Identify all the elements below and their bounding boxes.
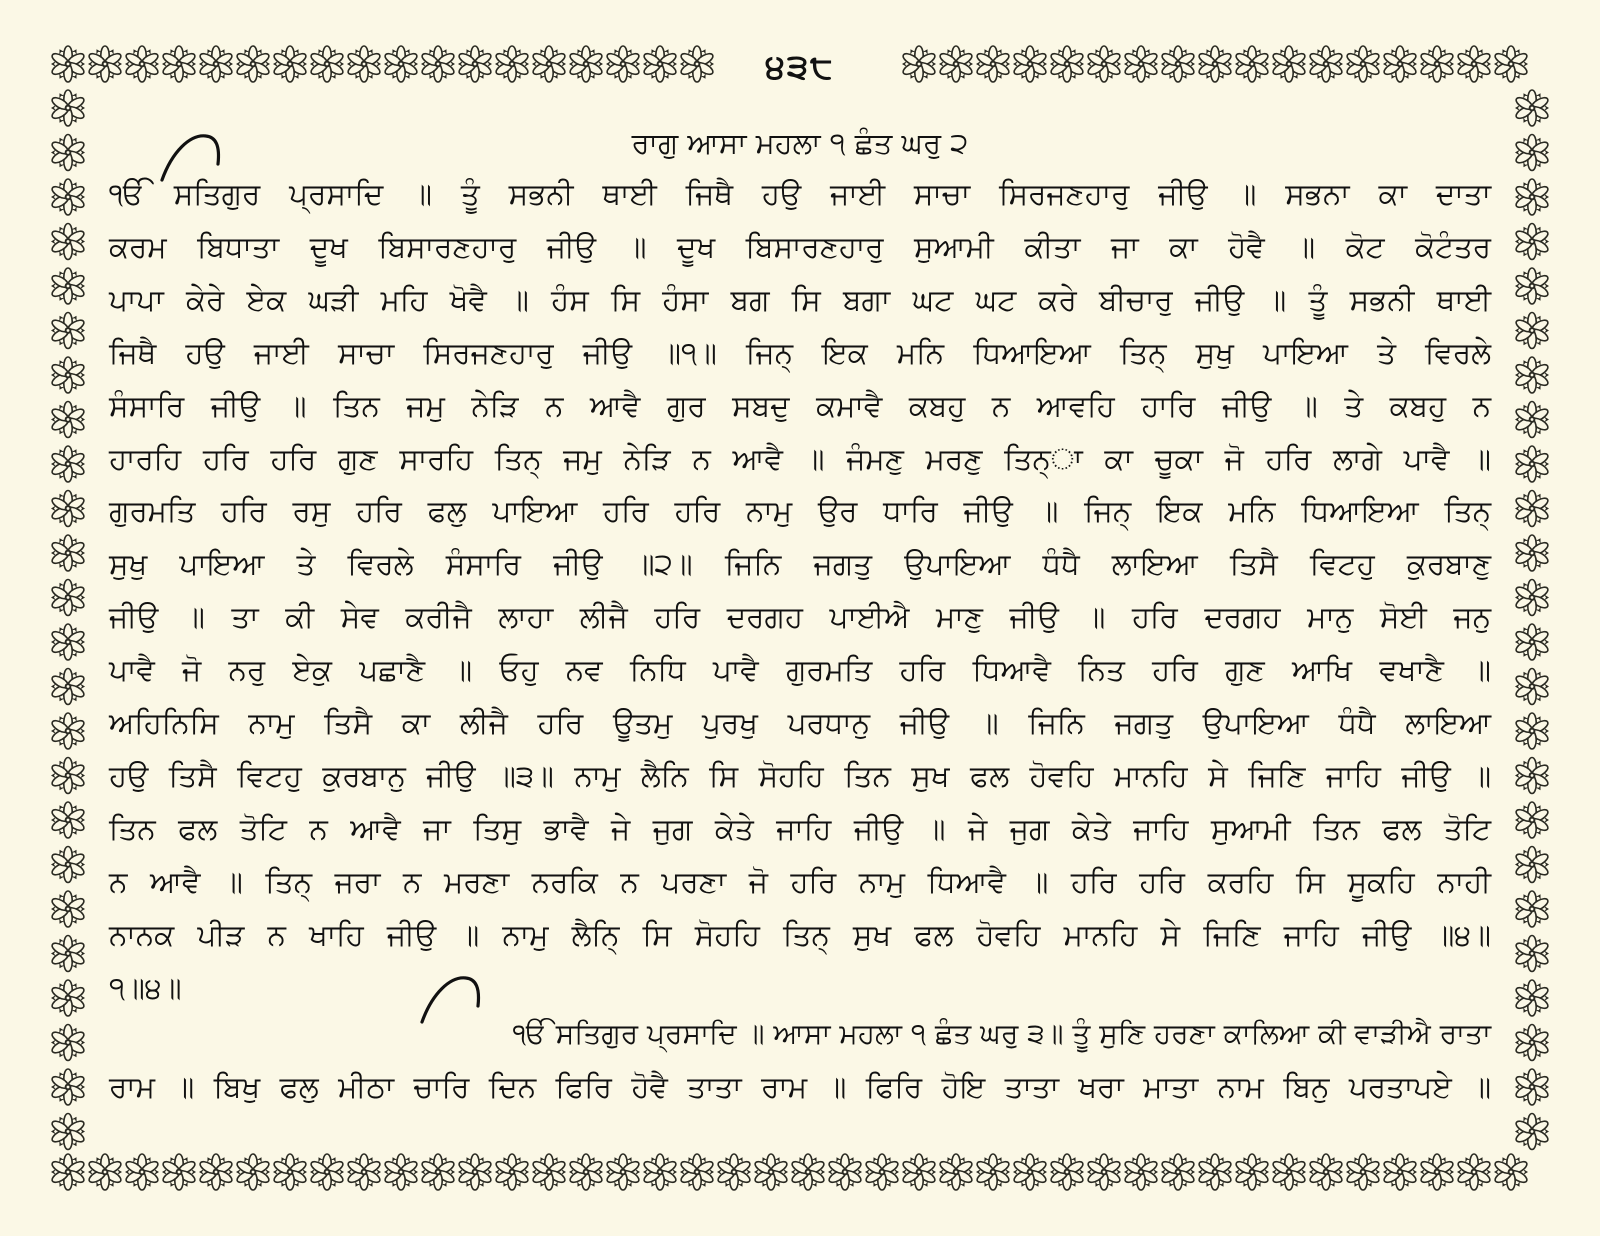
flower-ornament (568, 1154, 603, 1190)
flower-ornament (1514, 669, 1549, 705)
flower-ornament (1514, 535, 1549, 571)
flower-ornament (1419, 1154, 1454, 1190)
flower-ornament (1514, 491, 1549, 527)
flower-ornament (50, 624, 85, 660)
verse-line: ਪਾਵੈ ਜੋ ਨਰੁ ਏਕੁ ਪਛਾਣੈ ॥ ਓਹੁ ਨਵ ਨਿਧਿ ਪਾਵੈ ਗੁਰਮਤਿ ਹਰਿ ਧਿਆਵੈ ਨਿਤ ਹਰਿ ਗੁਣ ਆਖਿ ਵਖਾਣੈ ॥ (109, 653, 1491, 688)
flower-ornament (1514, 1114, 1549, 1150)
flower-ornament (1234, 1154, 1269, 1190)
verse-line: ਤਿਨ ਫਲ ਤੋਟਿ ਨ ਆਵੈ ਜਾ ਤਿਸੁ ਭਾਵੈ ਜੇ ਜੁਗ ਕੇਤੇ ਜਾਹਿ ਜੀਉ ॥ ਜੇ ਜੁਗ ਕੇਤੇ ਜਾਹਿ ਸੁਆਮੀ ਤਿਨ ਫਲ ਤੋਟਿ (109, 811, 1491, 846)
verse-line: ੧॥੪॥ (109, 970, 182, 1005)
flower-ornament (161, 1154, 196, 1190)
flower-ornament (1514, 446, 1549, 482)
verse-line: ਨ ਆਵੈ ॥ ਤਿਨ੍ ਜਰਾ ਨ ਮਰਣਾ ਨਰਕਿ ਨ ਪਰਣਾ ਜੋ ਹਰਿ ਨਾਮੁ ਧਿਆਵੈ ॥ ਹਰਿ ਹਰਿ ਕਰਹਿ ਸਿ ਸੂਕਹਿ ਨਾਹੀ (109, 864, 1491, 899)
flower-ornament (901, 1154, 936, 1190)
flower-ornament (1493, 1154, 1528, 1190)
flower-ornament (50, 491, 85, 527)
flower-ornament (938, 1154, 973, 1190)
flower-ornament (1514, 224, 1549, 260)
verse-line: ਨਾਨਕ ਪੀੜ ਨ ਖਾਹਿ ਜੀਉ ॥ ਨਾਮੁ ਲੈਨਿ੍ ਸਿ ਸੋਹਹਿ ਤਿਨ੍ ਸੁਖ ਫਲ ਹੋਵਹਿ ਮਾਨਹਿ ਸੇ ਜਿਣਿ ਜਾਹਿ ਜੀਉ ॥੪॥ (109, 917, 1491, 952)
flower-ornament (198, 1154, 233, 1190)
page-number: ੪੩੮ (765, 47, 835, 87)
flower-ornament (346, 1154, 381, 1190)
verse-line-last: ਰਾਮ ॥ ਬਿਖੁ ਫਲੁ ਮੀਠਾ ਚਾਰਿ ਦਿਨ ਫਿਰਿ ਹੋਵੈ ਤਾਤਾ ਰਾਮ ॥ ਫਿਰਿ ਹੋਇ ਤਾਤਾ ਖਰਾ ਮਾਤਾ ਨਾਮ ਬਿਨੁ ਪਰਤਾਪਏ ॥ (109, 1070, 1491, 1104)
flower-ornament (1514, 802, 1549, 838)
flower-ornament (1514, 936, 1549, 972)
flower-ornament (1012, 1154, 1047, 1190)
flower-ornament (420, 1154, 455, 1190)
flower-ornament (50, 1154, 85, 1190)
verse-line: ਜੀਉ ॥ ਤਾ ਕੀ ਸੇਵ ਕਰੀਜੈ ਲਾਹਾ ਲੀਜੈ ਹਰਿ ਦਰਗਹ ਪਾਈਐ ਮਾਣੁ ਜੀਉ ॥ ਹਰਿ ਦਰਗਹ ਮਾਨੁ ਸੋਈ ਜਨੁ (109, 600, 1491, 635)
flower-ornament (1514, 268, 1549, 304)
verse-line: ਕਰਮ ਬਿਧਾਤਾ ਦੂਖ ਬਿਸਾਰਣਹਾਰੁ ਜੀਉ ॥ ਦੂਖ ਬਿਸਾਰਣਹਾਰੁ ਸੁਆਮੀ ਕੀਤਾ ਜਾ ਕਾ ਹੋਵੈ ॥ ਕੋਟ ਕੋਟੰਤਰ (109, 229, 1491, 264)
flower-ornament (50, 713, 85, 749)
flower-ornament (50, 535, 85, 571)
flower-ornament (1514, 1069, 1549, 1105)
flower-ornament (1514, 847, 1549, 883)
flower-ornament (790, 1154, 825, 1190)
flower-ornament (531, 1154, 566, 1190)
flower-ornament (494, 1154, 529, 1190)
flower-ornament (309, 1154, 344, 1190)
flower-ornament (827, 1154, 862, 1190)
flower-ornament (1514, 402, 1549, 438)
verse-line: ਸੰਸਾਰਿ ਜੀਉ ॥ ਤਿਨ ਜਮੁ ਨੇੜਿ ਨ ਆਵੈ ਗੁਰ ਸਬਦੁ ਕਮਾਵੈ ਕਬਹੁ ਨ ਆਵਹਿ ਹਾਰਿ ਜੀਉ ॥ ਤੇ ਕਬਹੁ ਨ (109, 388, 1491, 423)
flower-ornament (50, 1114, 85, 1150)
flower-ornament (50, 1025, 85, 1061)
flower-ornament (1514, 713, 1549, 749)
flower-ornament (1123, 1154, 1158, 1190)
verse-line: ਹਾਰਹਿ ਹਰਿ ਹਰਿ ਗੁਣ ਸਾਰਹਿ ਤਿਨ੍ ਜਮੁ ਨੇੜਿ ਨ ਆਵੈ ॥ ਜੰਮਣੁ ਮਰਣੁ ਤਿਨ੍ਾ ਕਾ ਚੂਕਾ ਜੋ ਹਰਿ ਲਾਗੇ ਪਾਵੈ ॥ (109, 441, 1491, 476)
flower-ornament (50, 179, 85, 215)
flower-ornament (124, 1154, 159, 1190)
flower-ornament (1308, 1154, 1343, 1190)
flower-ornament (50, 669, 85, 705)
flower-ornament (1514, 313, 1549, 349)
flower-ornament (50, 936, 85, 972)
verse-line: ਗੁਰਮਤਿ ਹਰਿ ਰਸੁ ਹਰਿ ਫਲੁ ਪਾਇਆ ਹਰਿ ਹਰਿ ਨਾਮੁ ਉਰ ਧਾਰਿ ਜੀਉ ॥ ਜਿਨ੍ ਇਕ ਮਨਿ ਧਿਆਇਆ ਤਿਨ੍ (109, 494, 1491, 529)
flower-ornament (1514, 624, 1549, 660)
verse-line: ਸੁਖੁ ਪਾਇਆ ਤੇ ਵਿਰਲੇ ਸੰਸਾਰਿ ਜੀਉ ॥੨॥ ਜਿਨਿ ਜਗਤੁ ਉਪਾਇਆ ਧੰਧੈ ਲਾਇਆ ਤਿਸੈ ਵਿਟਹੁ ਕੁਰਬਾਣੁ (109, 547, 1491, 582)
flower-ornament (87, 1154, 122, 1190)
flower-ornament (716, 1154, 751, 1190)
flower-ornament (50, 891, 85, 927)
flower-ornament (50, 802, 85, 838)
verse-line: ਹਉ ਤਿਸੈ ਵਿਟਹੁ ਕੁਰਬਾਨੁ ਜੀਉ ॥੩॥ ਨਾਮੁ ਲੈਨਿ ਸਿ ਸੋਹਹਿ ਤਿਨ ਸੁਖ ਫਲ ਹੋਵਹਿ ਮਾਨਹਿ ਸੇ ਜਿਣਿ ਜਾਹਿ ਜੀਉ ॥ (109, 758, 1491, 793)
flower-ornament (50, 758, 85, 794)
flower-ornament (975, 1154, 1010, 1190)
flower-ornament (50, 980, 85, 1016)
flower-ornament (50, 446, 85, 482)
flower-ornament (864, 1154, 899, 1190)
verse-body (109, 168, 1491, 1015)
flower-ornament (50, 1069, 85, 1105)
flower-ornament (50, 580, 85, 616)
flower-ornament (605, 1154, 640, 1190)
flower-ornament (1160, 1154, 1195, 1190)
verse-line: ੴ ਸਤਿਗੁਰ ਪ੍ਰਸਾਦਿ ॥ ਤੂੰ ਸਭਨੀ ਥਾਈ ਜਿਥੈ ਹਉ ਜਾਈ ਸਾਚਾ ਸਿਰਜਣਹਾਰੁ ਜੀਉ ॥ ਸਭਨਾ ਕਾ ਦਾਤਾ (109, 177, 1491, 211)
flower-ornament (1514, 1025, 1549, 1061)
flower-ornament (457, 1154, 492, 1190)
flower-ornament (50, 402, 85, 438)
flower-ornament (1197, 1154, 1232, 1190)
flower-ornament (235, 1154, 270, 1190)
flower-ornament (753, 1154, 788, 1190)
flower-ornament (1514, 758, 1549, 794)
flower-ornament (1049, 1154, 1084, 1190)
flower-ornament (50, 313, 85, 349)
verse-line: ਪਾਪਾ ਕੇਰੇ ਏਕ ਘੜੀ ਮਹਿ ਖੋਵੈ ॥ ਹੰਸ ਸਿ ਹੰਸਾ ਬਗ ਸਿ ਬਗਾ ਘਟ ਘਟ ਕਰੇ ਬੀਚਾਰੁ ਜੀਉ ॥ ਤੂੰ ਸਭਨੀ ਥਾਈ (109, 282, 1491, 317)
raag-heading: ਰਾਗੁ ਆਸਾ ਮਹਲਾ ੧ ਛੰਤ ਘਰੁ ੨ (631, 126, 969, 160)
flower-ornament (1514, 891, 1549, 927)
second-shabad-opening: ੴ ਸਤਿਗੁਰ ਪ੍ਰਸਾਦਿ ॥ ਆਸਾ ਮਹਲਾ ੧ ਛੰਤ ਘਰੁ ੩॥ ਤੂੰ ਸੁਣਿ ਹਰਣਾ ਕਾਲਿਆ ਕੀ ਵਾੜੀਐ ਰਾਤਾ (512, 1017, 1491, 1050)
flower-ornament (272, 1154, 307, 1190)
flower-ornament (50, 357, 85, 393)
flower-ornament (50, 268, 85, 304)
flower-ornament (1345, 1154, 1380, 1190)
flower-ornament (1271, 1154, 1306, 1190)
flower-ornament (679, 1154, 714, 1190)
flower-ornament (1514, 357, 1549, 393)
flower-ornament (1382, 1154, 1417, 1190)
flower-ornament (50, 847, 85, 883)
flower-ornament (1456, 1154, 1491, 1190)
flower-ornament (50, 224, 85, 260)
verse-line: ਅਹਿਨਿਸਿ ਨਾਮੁ ਤਿਸੈ ਕਾ ਲੀਜੈ ਹਰਿ ਊਤਮੁ ਪੁਰਖੁ ਪਰਧਾਨੁ ਜੀਉ ॥ ਜਿਨਿ ਜਗਤੁ ਉਪਾਇਆ ਧੰਧੈ ਲਾਇਆ (109, 706, 1491, 741)
flower-ornament (1514, 580, 1549, 616)
flower-ornament (642, 1154, 677, 1190)
flower-ornament (1514, 179, 1549, 215)
flower-ornament (1086, 1154, 1121, 1190)
flower-ornament (1514, 980, 1549, 1016)
verse-line: ਜਿਥੈ ਹਉ ਜਾਈ ਸਾਚਾ ਸਿਰਜਣਹਾਰੁ ਜੀਉ ॥੧॥ ਜਿਨ੍ ਇਕ ਮਨਿ ਧਿਆਇਆ ਤਿਨ੍ ਸੁਖੁ ਪਾਇਆ ਤੇ ਵਿਰਲੇ (109, 335, 1491, 370)
flower-ornament (383, 1154, 418, 1190)
